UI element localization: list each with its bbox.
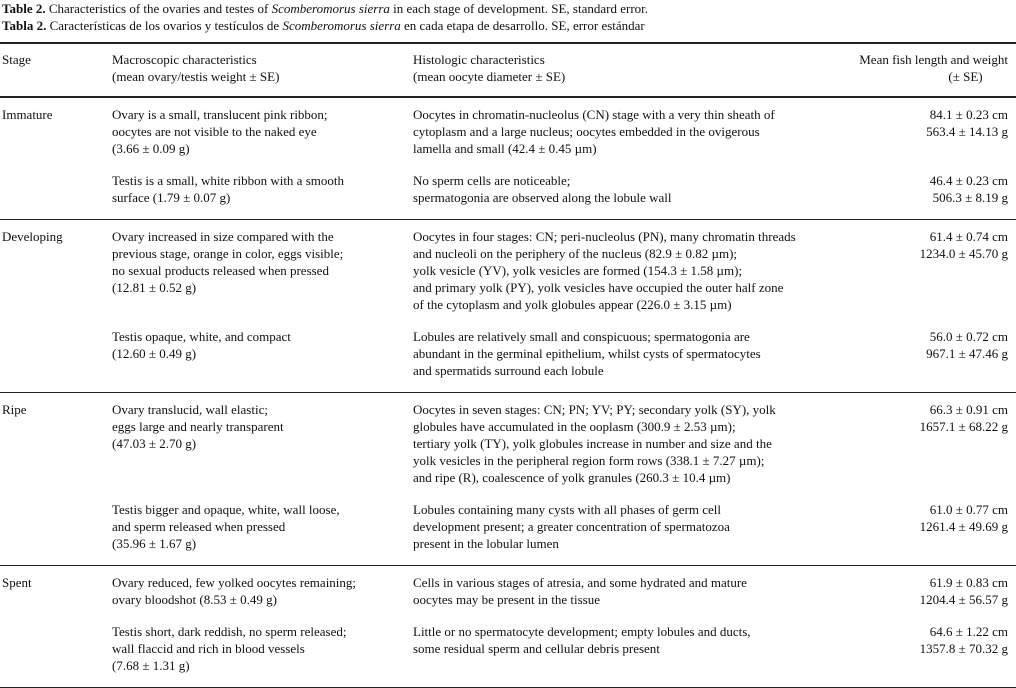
text-line: ovary bloodshot (8.53 ± 0.49 g): [112, 592, 277, 607]
header-stage: [0, 45, 112, 97]
top-rule: [0, 42, 1016, 44]
text-line: Ovary translucid, wall elastic;: [112, 402, 268, 417]
text-line: Ovary reduced, few yolked oocytes remaining;: [112, 575, 357, 590]
text-line: oocytes are not visible to the naked eye: [112, 124, 317, 139]
text-line: yolk vesicles in the peripheral region form rows (338.1 ± 7.27 µm);: [413, 453, 765, 468]
text-line: 61.9 ± 0.83 cm: [929, 575, 1008, 590]
text-line: Lobules are relatively small and conspicuous; spermatogonia are: [413, 329, 750, 344]
text-line: and ripe (R), coalescence of yolk granules (260.3 ± 10.4 µm): [413, 470, 731, 485]
text-line: 56.0 ± 0.72 cm: [929, 329, 1008, 344]
text-line: cytoplasm and a large nucleus; oocytes embedded in the ovigerous: [413, 124, 760, 139]
text-line: previous stage, orange in color, eggs visible;: [112, 246, 344, 261]
stage-cell: [0, 313, 112, 393]
table-row: [0, 313, 1016, 393]
caption-text: Características de los ovarios y testículos de: [46, 18, 283, 33]
text-line: and sperm released when pressed: [112, 519, 286, 534]
text-line: Stage: [2, 52, 31, 67]
text-line: Oocytes in seven stages: CN; PN; YV; PY; secondary yolk (SY), yolk: [413, 402, 776, 417]
text-line: lamella and small (42.4 ± 0.45 µm): [413, 141, 597, 156]
table-caption-spanish: [2, 18, 645, 34]
text-line: (3.66 ± 0.09 g): [112, 141, 190, 156]
table-row: [0, 393, 1016, 487]
text-line: Testis is a small, white ribbon with a smooth: [112, 173, 344, 188]
text-line: Ovary is a small, translucent pink ribbon;: [112, 107, 328, 122]
histologic-cell: [413, 608, 833, 688]
text-line: 1357.8 ± 70.32 g: [919, 641, 1008, 656]
stage-cell: [0, 157, 112, 220]
caption-label: Table 2.: [2, 1, 46, 16]
caption-text: en cada etapa de desarrollo. SE, error estándar: [400, 18, 645, 33]
text-line: (mean oocyte diameter ± SE): [413, 69, 566, 84]
text-line: (35.96 ± 1.67 g): [112, 536, 197, 551]
text-line: (± SE): [948, 69, 983, 84]
text-line: Testis bigger and opaque, white, wall loose,: [112, 502, 340, 517]
text-line: Oocytes in four stages: CN; peri-nucleolus (PN), many chromatin threads: [413, 229, 796, 244]
header-row: [0, 45, 1016, 97]
table-row: [0, 157, 1016, 220]
text-line: present in the lobular lumen: [413, 536, 559, 551]
header-fish-length-weight: [833, 45, 1016, 97]
stage-cell: [0, 608, 112, 688]
text-line: (47.03 ± 2.70 g): [112, 436, 197, 451]
caption-text: Characteristics of the ovaries and testes of: [45, 1, 272, 16]
text-line: 61.4 ± 0.74 cm: [929, 229, 1008, 244]
text-line: 1204.4 ± 56.57 g: [919, 592, 1008, 607]
text-line: Oocytes in chromatin-nucleolus (CN) stage with a very thin sheath of: [413, 107, 775, 122]
text-line: wall flaccid and rich in blood vessels: [112, 641, 305, 656]
text-line: tertiary yolk (TY), yolk globules increase in number and size and the: [413, 436, 772, 451]
macroscopic-cell: [112, 313, 413, 393]
text-line: Ovary increased in size compared with the: [112, 229, 334, 244]
text-line: spermatogonia are observed along the lobule wall: [413, 190, 672, 205]
caption-species: Scomberomorus sierra: [271, 1, 390, 16]
stage-cell: [0, 566, 112, 609]
text-line: and nucleoli on the periphery of the nucleus (82.9 ± 0.82 µm);: [413, 246, 738, 261]
text-line: some residual sperm and cellular debris present: [413, 641, 660, 656]
text-line: and primary yolk (PY), yolk vesicles have occupied the outer half zone: [413, 280, 784, 295]
text-line: abundant in the germinal epithelium, whilst cysts of spermatocytes: [413, 346, 761, 361]
histologic-cell: [413, 566, 833, 609]
table-row: [0, 97, 1016, 157]
text-line: 84.1 ± 0.23 cm: [929, 107, 1008, 122]
text-line: eggs large and nearly transparent: [112, 419, 284, 434]
fish-length-weight-cell: [833, 220, 1016, 314]
caption-text: in each stage of development. SE, standard error.: [389, 1, 649, 16]
text-line: No sperm cells are noticeable;: [413, 173, 571, 188]
text-line: yolk vesicle (YV), yolk vesicles are formed (154.3 ± 1.58 µm);: [413, 263, 743, 278]
table-row: [0, 486, 1016, 566]
text-line: development present; a greater concentration of spermatozoa: [413, 519, 730, 534]
text-line: Cells in various stages of atresia, and some hydrated and mature: [413, 575, 747, 590]
stage-label: Ripe: [2, 402, 27, 417]
histologic-cell: [413, 157, 833, 220]
macroscopic-cell: [112, 393, 413, 487]
text-line: Testis short, dark reddish, no sperm released;: [112, 624, 347, 639]
text-line: 1234.0 ± 45.70 g: [919, 246, 1008, 261]
fish-length-weight-cell: [833, 608, 1016, 688]
text-line: (12.60 ± 0.49 g): [112, 346, 197, 361]
table-caption-english: [2, 1, 648, 17]
text-line: Mean fish length and weight: [859, 52, 1008, 67]
text-line: Little or no spermatocyte development; empty lobules and ducts,: [413, 624, 751, 639]
table-row: [0, 566, 1016, 609]
histologic-cell: [413, 220, 833, 314]
histologic-cell: [413, 97, 833, 157]
histologic-cell: [413, 393, 833, 487]
text-line: globules have accumulated in the ooplasm (300.9 ± 2.53 µm);: [413, 419, 736, 434]
stage-label: Immature: [2, 107, 53, 122]
histologic-cell: [413, 313, 833, 393]
macroscopic-cell: [112, 566, 413, 609]
stage-cell: [0, 220, 112, 314]
text-line: Macroscopic characteristics: [112, 52, 257, 67]
caption-species: Scomberomorus sierra: [282, 18, 401, 33]
stage-label: Spent: [2, 575, 32, 590]
fish-length-weight-cell: [833, 486, 1016, 566]
stage-label: Developing: [2, 229, 63, 244]
text-line: and spermatids surround each lobule: [413, 363, 604, 378]
text-line: Testis opaque, white, and compact: [112, 329, 291, 344]
fish-length-weight-cell: [833, 313, 1016, 393]
text-line: 64.6 ± 1.22 cm: [929, 624, 1008, 639]
stage-cell: [0, 97, 112, 157]
macroscopic-cell: [112, 220, 413, 314]
fish-length-weight-cell: [833, 566, 1016, 609]
characteristics-table: [0, 45, 1016, 688]
fish-length-weight-cell: [833, 157, 1016, 220]
text-line: 61.0 ± 0.77 cm: [929, 502, 1008, 517]
macroscopic-cell: [112, 608, 413, 688]
text-line: 46.4 ± 0.23 cm: [929, 173, 1008, 188]
caption-label: Tabla 2.: [2, 18, 47, 33]
fish-length-weight-cell: [833, 393, 1016, 487]
text-line: oocytes may be present in the tissue: [413, 592, 601, 607]
table-row: [0, 608, 1016, 688]
macroscopic-cell: [112, 486, 413, 566]
text-line: 1657.1 ± 68.22 g: [919, 419, 1008, 434]
text-line: of the cytoplasm and yolk globules appear (226.0 ± 3.15 µm): [413, 297, 732, 312]
header-histologic: [413, 45, 833, 97]
text-line: 967.1 ± 47.46 g: [926, 346, 1008, 361]
table-row: [0, 220, 1016, 314]
text-line: 563.4 ± 14.13 g: [926, 124, 1008, 139]
text-line: Lobules containing many cysts with all phases of germ cell: [413, 502, 721, 517]
text-line: Histologic characteristics: [413, 52, 545, 67]
text-line: 506.3 ± 8.19 g: [932, 190, 1008, 205]
text-line: no sexual products released when pressed: [112, 263, 329, 278]
histologic-cell: [413, 486, 833, 566]
text-line: 1261.4 ± 49.69 g: [919, 519, 1008, 534]
text-line: 66.3 ± 0.91 cm: [929, 402, 1008, 417]
stage-cell: [0, 393, 112, 487]
macroscopic-cell: [112, 157, 413, 220]
stage-cell: [0, 486, 112, 566]
header-macroscopic: [112, 45, 413, 97]
macroscopic-cell: [112, 97, 413, 157]
text-line: (7.68 ± 1.31 g): [112, 658, 190, 673]
text-line: (mean ovary/testis weight ± SE): [112, 69, 280, 84]
text-line: (12.81 ± 0.52 g): [112, 280, 197, 295]
text-line: surface (1.79 ± 0.07 g): [112, 190, 231, 205]
fish-length-weight-cell: [833, 97, 1016, 157]
